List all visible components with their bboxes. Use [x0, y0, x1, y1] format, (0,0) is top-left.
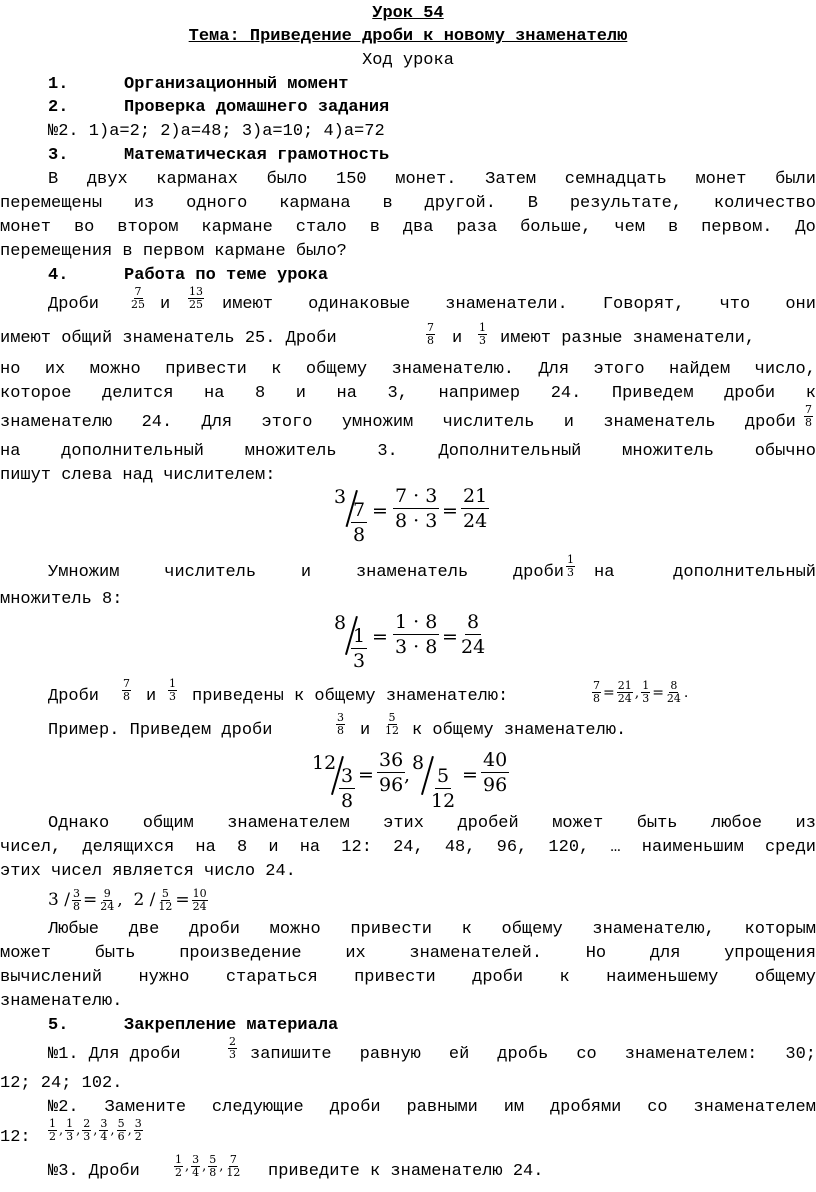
word: общим [142, 814, 194, 833]
word: чисел, [0, 838, 62, 857]
word: привести [350, 920, 432, 939]
word: две [128, 920, 160, 939]
word: были [775, 170, 816, 189]
word: 8 [236, 838, 248, 857]
word: 150 [336, 170, 367, 189]
p1-line-5 [0, 403, 816, 440]
p1-line-3 [0, 358, 816, 382]
fraction: $\frac{5}{8}$ [209, 1153, 217, 1179]
word: дробями [549, 1098, 622, 1117]
word: знаменателем [227, 814, 350, 833]
word: чем [614, 218, 646, 237]
fraction: $\frac{7}{25}$ [131, 285, 145, 311]
fraction: $\frac{3}{8}$ [72, 886, 80, 913]
word: Замените [104, 1098, 187, 1117]
task3-line-4: перемещения в первом кармане было? [0, 242, 347, 261]
word: знаменатель [355, 563, 469, 582]
task3-line-1 [48, 168, 816, 192]
word: карманах [156, 170, 238, 189]
word: из [795, 814, 816, 833]
word: наименьшим [641, 838, 744, 857]
word: стараться [225, 968, 318, 987]
word: Для [538, 360, 570, 379]
fraction: $\frac{1}{2}$ [175, 1153, 182, 1179]
word: множитель [244, 442, 337, 461]
word: их [345, 944, 366, 963]
p2-a [48, 561, 564, 585]
word: До [795, 218, 816, 237]
ex1-b [250, 1043, 816, 1067]
fraction: $\frac{1}{2}$ [49, 1117, 56, 1143]
fraction: $\frac{9}{24}$ [100, 886, 115, 913]
word: дроби [188, 920, 240, 939]
word: дроби [329, 1098, 381, 1117]
fraction: $\frac{5}{12}$ [158, 886, 173, 913]
word: что [719, 295, 751, 314]
word: в [382, 194, 393, 213]
p6-line-4: знаменателю. [0, 992, 123, 1011]
word: 3, [387, 384, 408, 403]
word: Говорят, [602, 295, 685, 314]
word: дополнительный [61, 442, 204, 461]
word: этого [593, 360, 645, 379]
lesson-title: Урок 54 [372, 4, 444, 23]
fraction: 40 96 [483, 749, 508, 796]
word: со [576, 1045, 597, 1064]
word: их [44, 360, 66, 379]
p6-line-3 [0, 966, 816, 990]
word: которым [744, 920, 816, 939]
word: одинаковые [308, 295, 411, 314]
task3-line-3 [0, 216, 816, 240]
fraction: $\frac{8}{24}$ [666, 679, 681, 705]
word: и [268, 838, 279, 857]
word: монет. [395, 170, 457, 189]
fraction: $\frac{1}{3}$ [169, 677, 176, 703]
word: знаменателю, [592, 920, 715, 939]
word: знаменателю [0, 413, 113, 432]
word: но [0, 360, 21, 379]
p2-line-2: множитель 8: [0, 590, 123, 609]
word: знаменателей. [409, 944, 543, 963]
word: из [133, 194, 155, 213]
fraction: $\frac{3}{4}$ [100, 1117, 108, 1143]
word: наименьшему [606, 968, 719, 987]
word: Затем [485, 170, 537, 189]
fraction: $\frac{1}{3}$ [66, 1117, 74, 1143]
word: этого [261, 413, 313, 432]
p1-b [222, 293, 816, 317]
p5-line-3: этих чисел является число 24. [0, 862, 296, 881]
word: 3. [377, 442, 398, 461]
word: 8 [254, 384, 266, 403]
word: на [195, 838, 216, 857]
fraction: 3 8 [341, 765, 354, 812]
word: и [295, 384, 306, 403]
word: например [438, 384, 521, 403]
word: 30; [785, 1045, 816, 1064]
p2-line-1 [0, 553, 816, 590]
p1-line-7: пишут слева над числителем: [0, 466, 276, 485]
p4-line: Пример. Приведем дроби $\frac{3}{8}$ и $\frac{5}{12}$ к общему знаменателю. [48, 711, 627, 740]
fraction: $\frac{7}{12}$ [226, 1153, 241, 1179]
word: равную [359, 1045, 421, 1064]
fraction: $\frac{7}{8}$ [123, 677, 130, 703]
p6-line-2 [0, 942, 816, 966]
word: числитель [442, 413, 535, 432]
word: к [559, 968, 570, 987]
word: двух [86, 170, 128, 189]
word: В [48, 170, 59, 189]
word: обычно [754, 442, 816, 461]
word: нужно [138, 968, 190, 987]
word: для [649, 944, 681, 963]
word: быть [636, 814, 678, 833]
word: дополнительный [673, 563, 816, 582]
fraction: $\frac{3}{8}$ [337, 711, 344, 737]
word: быть [94, 944, 136, 963]
p6-line-1 [48, 918, 816, 942]
ex2-line-1 [48, 1096, 816, 1120]
word: дроби [744, 413, 796, 432]
ex1-line-2: 12; 24; 102. [0, 1074, 123, 1093]
word: Для [201, 413, 233, 432]
word: знаменатель [603, 413, 716, 432]
word: со [647, 1098, 668, 1117]
fraction: $\frac{21}{24}$ [617, 679, 632, 705]
word: произведение [179, 944, 302, 963]
word: общему [754, 968, 816, 987]
word: одного [186, 194, 248, 213]
word: Любые [48, 920, 100, 939]
word: семнадцать [564, 170, 667, 189]
word: Приведем [611, 384, 694, 403]
word: знаменателю. [391, 360, 515, 379]
fraction: $\frac{5}{12}$ [385, 711, 399, 737]
word: и [563, 413, 574, 432]
fraction: 36 96 [379, 749, 404, 796]
fraction: $\frac{3}{4}$ [192, 1153, 200, 1179]
fraction: $\frac{3}{2}$ [134, 1117, 142, 1143]
word: которое [0, 384, 72, 403]
equation-1: 3 7 8 = 7 · 3 8 · 3 = 21 24 [334, 485, 488, 546]
word: первом. [701, 218, 773, 237]
p1-g [0, 411, 796, 435]
word: привести [354, 968, 436, 987]
fraction: 5 12 [431, 765, 456, 812]
fraction: $\frac{2}{3}$ [229, 1035, 236, 1061]
word: дроби [472, 968, 524, 987]
fraction: 1 3 [353, 625, 366, 672]
word: стало [295, 218, 347, 237]
word: число, [754, 360, 816, 379]
task3-line-2 [0, 192, 816, 216]
p2-b [594, 561, 816, 585]
p5-line-2 [0, 836, 816, 860]
p1-line-2: имеют общий знаменатель 25. Дроби $\frac{7}{8}$ и $\frac{1}{3}$ имеют разные знаменатели, [0, 321, 756, 348]
fraction: 8 24 [461, 611, 486, 658]
word: Однако [48, 814, 110, 833]
word: равными [406, 1098, 478, 1117]
word: два [402, 218, 434, 237]
fraction: $\frac{2}{3}$ [83, 1117, 91, 1143]
equation-4: 3 / $\frac{3}{8}$ = $\frac{9}{24}$ , 2 / $\frac{5}{12}$ = $\frac{10}{24}$ [48, 886, 207, 913]
word: другой. [424, 194, 496, 213]
word: упрощения [724, 944, 816, 963]
word: любое [711, 814, 763, 833]
fraction: 7 8 [353, 499, 366, 546]
word: было [266, 170, 308, 189]
ex1-line-1: №1. Для дроби $\frac{2}{3}$ запишите равную ей дробь со знаменателем: 30; [0, 1038, 816, 1072]
word: множитель [622, 442, 714, 461]
fraction: $\frac{1}{3}$ [642, 679, 650, 705]
fraction: $\frac{13}{25}$ [189, 285, 203, 311]
equation-2: 8 1 3 = 1 · 8 3 · 8 = 8 24 [334, 611, 486, 672]
word: … [610, 838, 621, 857]
word: перемещены [0, 194, 103, 213]
fraction: $\frac{5}{6}$ [117, 1117, 125, 1143]
fraction: 1 · 8 3 · 8 [395, 611, 438, 658]
word: на [0, 442, 21, 461]
word: на [594, 563, 615, 582]
word: имеют [222, 295, 274, 314]
word: найдем [669, 360, 731, 379]
word: монет [0, 218, 52, 237]
word: кармана [279, 194, 351, 213]
word: знаменателем: [624, 1045, 758, 1064]
word: на [336, 384, 357, 403]
word: делящихся [82, 838, 175, 857]
word: к [461, 920, 472, 939]
word: Умножим [48, 563, 120, 582]
fraction: $\frac{7}{8}$ [427, 321, 434, 347]
ex3-line: №3. Дроби $\frac{1}{2}$ , $\frac{3}{4}$ , $\frac{5}{8}$ , $\frac{7}{12}$ приведите к знаменателю 24. [48, 1153, 544, 1181]
word: дробей [457, 814, 519, 833]
p3-line: Дроби $\frac{7}{8}$ и $\frac{1}{3}$ приведены к общему знаменателю: $\frac{7}{8}$ = $\frac{21}{24}$ , $\frac{1}{3}$ = $\frac{8}{24}$ . [48, 677, 689, 706]
lesson-subtitle: Ход урока [362, 51, 454, 70]
fraction: $\frac{1}{3}$ [567, 553, 574, 579]
word: 24. [550, 384, 582, 403]
word: на [204, 384, 225, 403]
word: знаменатели. [445, 295, 568, 314]
ex2-line-2: 12: $\frac{1}{2}$ , $\frac{1}{3}$ , $\frac{2}{3}$ , $\frac{3}{4}$ , $\frac{5}{6}$ , $\frac{3}{2}$ [0, 1118, 816, 1152]
word: к [805, 384, 816, 403]
word: среди [764, 838, 816, 857]
word: 48, [444, 838, 476, 857]
word: они [785, 295, 816, 314]
word: общему [501, 920, 563, 939]
word: 24. [141, 413, 173, 432]
word: 24, [393, 838, 424, 857]
equalities: $\frac{7}{8}$ = $\frac{21}{24}$ , $\frac{1}{3}$ = $\frac{8}{24}$ . [593, 679, 689, 705]
word: 12: [341, 838, 372, 857]
lesson-topic: Тема: Приведение дроби к новому знаменателю [188, 27, 628, 46]
word: общему [305, 360, 368, 379]
word: можно [89, 360, 141, 379]
homework-answers: №2. 1)a=2; 2)a=48; 3)a=10; 4)a=72 [48, 122, 385, 141]
word: Но [585, 944, 607, 963]
word: и [300, 563, 312, 582]
word: в [369, 218, 380, 237]
word: монет [695, 170, 747, 189]
word: им [503, 1098, 525, 1117]
word: дробь [497, 1045, 549, 1064]
p1-line-1: Дроби $\frac{7}{25}$ и $\frac{13}{25}$ имеют одинаковые знаменатели. Говорят, что они [0, 288, 816, 322]
word: втором [117, 218, 179, 237]
word: может [0, 944, 52, 963]
fraction: $\frac{7}{8}$ [805, 403, 812, 429]
word: Дополнительный [438, 442, 582, 461]
word: 120, [548, 838, 590, 857]
word: числитель [164, 563, 257, 582]
word: дроби [724, 384, 776, 403]
word: 96, [496, 838, 528, 857]
word: вычислений [0, 968, 103, 987]
ex2-fractions: $\frac{1}{2}$ , $\frac{1}{3}$ , $\frac{2}{3}$ , $\frac{3}{4}$ , $\frac{5}{6}$ , $\frac{3}{2}$ [49, 1117, 142, 1143]
word: в [667, 218, 679, 237]
word: умножим [341, 413, 414, 432]
fraction: $\frac{10}{24}$ [192, 886, 207, 913]
word: следующие [211, 1098, 304, 1117]
word: кармане [201, 218, 273, 237]
word: дроби [512, 563, 564, 582]
word: можно [269, 920, 321, 939]
word: №2. [48, 1098, 79, 1117]
word: этих [383, 814, 424, 833]
word: привести [165, 360, 247, 379]
word: может [552, 814, 604, 833]
word: во [73, 218, 95, 237]
fraction: 21 24 [463, 485, 488, 532]
word: запишите [250, 1045, 332, 1064]
word: В [527, 194, 538, 213]
word: результате, [569, 194, 683, 213]
word: раза [456, 218, 498, 237]
word: делится [102, 384, 174, 403]
word: к [271, 360, 282, 379]
word: знаменателем [693, 1098, 816, 1117]
fraction: $\frac{7}{8}$ [593, 679, 600, 705]
fraction: $\frac{1}{3}$ [479, 321, 486, 347]
word: больше, [520, 218, 592, 237]
word: ей [448, 1045, 470, 1064]
equation-3: 12 3 8 = 36 96 , 8 5 12 = 40 96 [312, 749, 508, 812]
word: на [299, 838, 321, 857]
p5-line-1 [48, 812, 816, 836]
p1-line-6 [0, 440, 816, 464]
fraction: 7 · 3 8 · 3 [395, 485, 438, 532]
ex3-fractions: $\frac{1}{2}$ , $\frac{3}{4}$ , $\frac{5}{8}$ , $\frac{7}{12}$ [175, 1153, 241, 1179]
word: количество [713, 194, 816, 213]
p1-line-4 [0, 382, 816, 406]
